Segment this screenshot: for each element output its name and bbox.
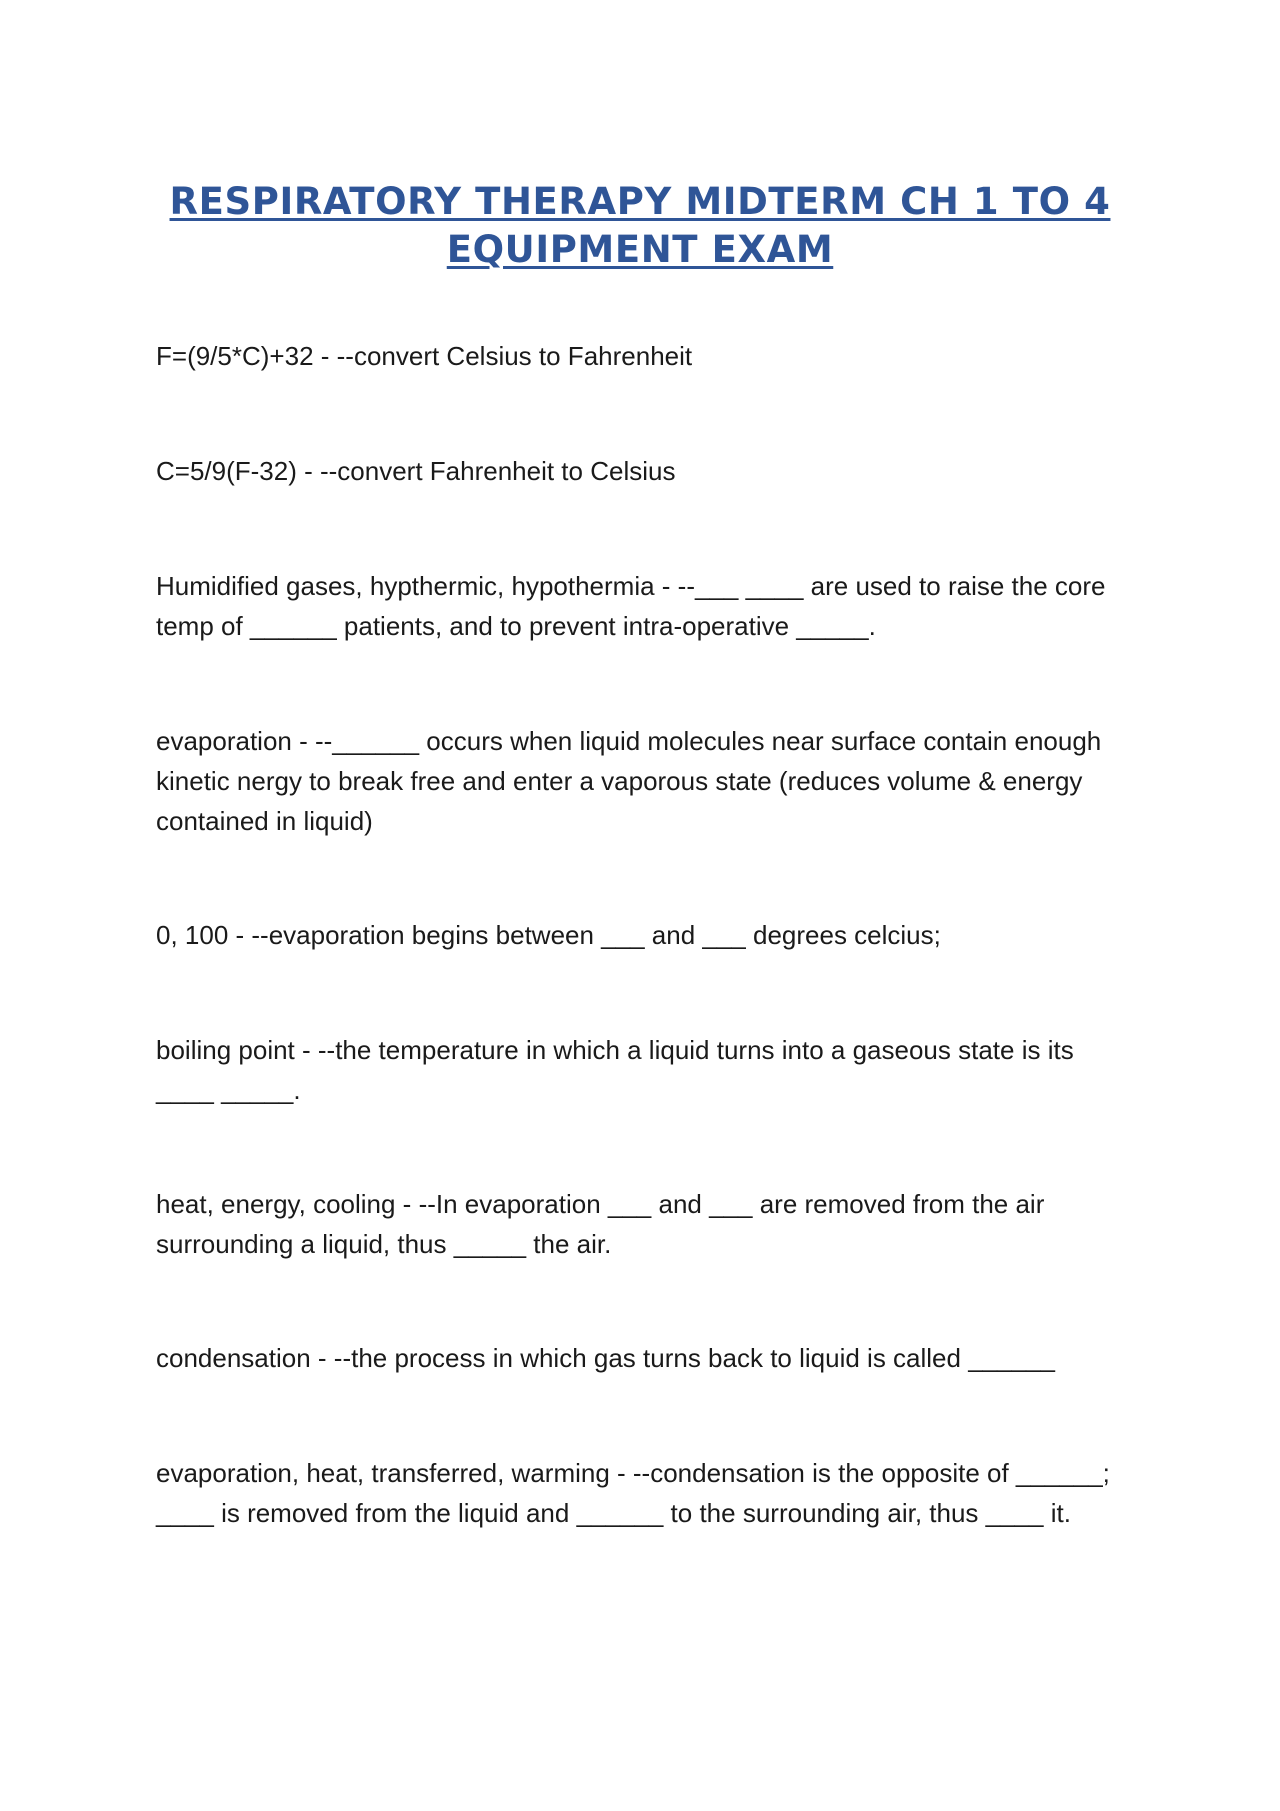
document-title: [156, 178, 1124, 274]
flashcard-entry-6: boiling point - --the temperature in which a liquid turns into a gaseous state is its ____ _____.: [156, 1035, 1074, 1105]
document-title-line-1: RESPIRATORY THERAPY MIDTERM CH 1 TO 4: [169, 180, 1111, 223]
flashcard-entry-8: condensation - --the process in which gas turns back to liquid is called ______: [156, 1343, 1055, 1373]
flashcard-entry-3: Humidified gases, hypthermic, hypothermia - --___ ____ are used to raise the core temp of ______ patients, and to prevent intra-operative _____.: [156, 571, 1106, 641]
flashcard-entry-5: 0, 100 - --evaporation begins between ___ and ___ degrees celcius;: [156, 920, 941, 950]
document-title-line-2: EQUIPMENT EXAM: [446, 228, 834, 271]
flashcard-entry-1: F=(9/5*C)+32 - --convert Celsius to Fahrenheit: [156, 341, 693, 371]
flashcard-entry-7: heat, energy, cooling - --In evaporation ___ and ___ are removed from the air surrounding a liquid, thus _____ the air.: [156, 1189, 1045, 1259]
flashcard-entry-4: evaporation - --______ occurs when liquid molecules near surface contain enough kinetic nergy to break free and enter a vaporous state (reduces volume & energy contained in liquid): [156, 726, 1102, 836]
flashcard-entry-2: C=5/9(F-32) - --convert Fahrenheit to Celsius: [156, 456, 676, 486]
flashcard-entry-9: evaporation, heat, transferred, warming - --condensation is the opposite of ______; ____ is removed from the liquid and ______ to the surrounding air, thus ____ it.: [156, 1458, 1110, 1528]
